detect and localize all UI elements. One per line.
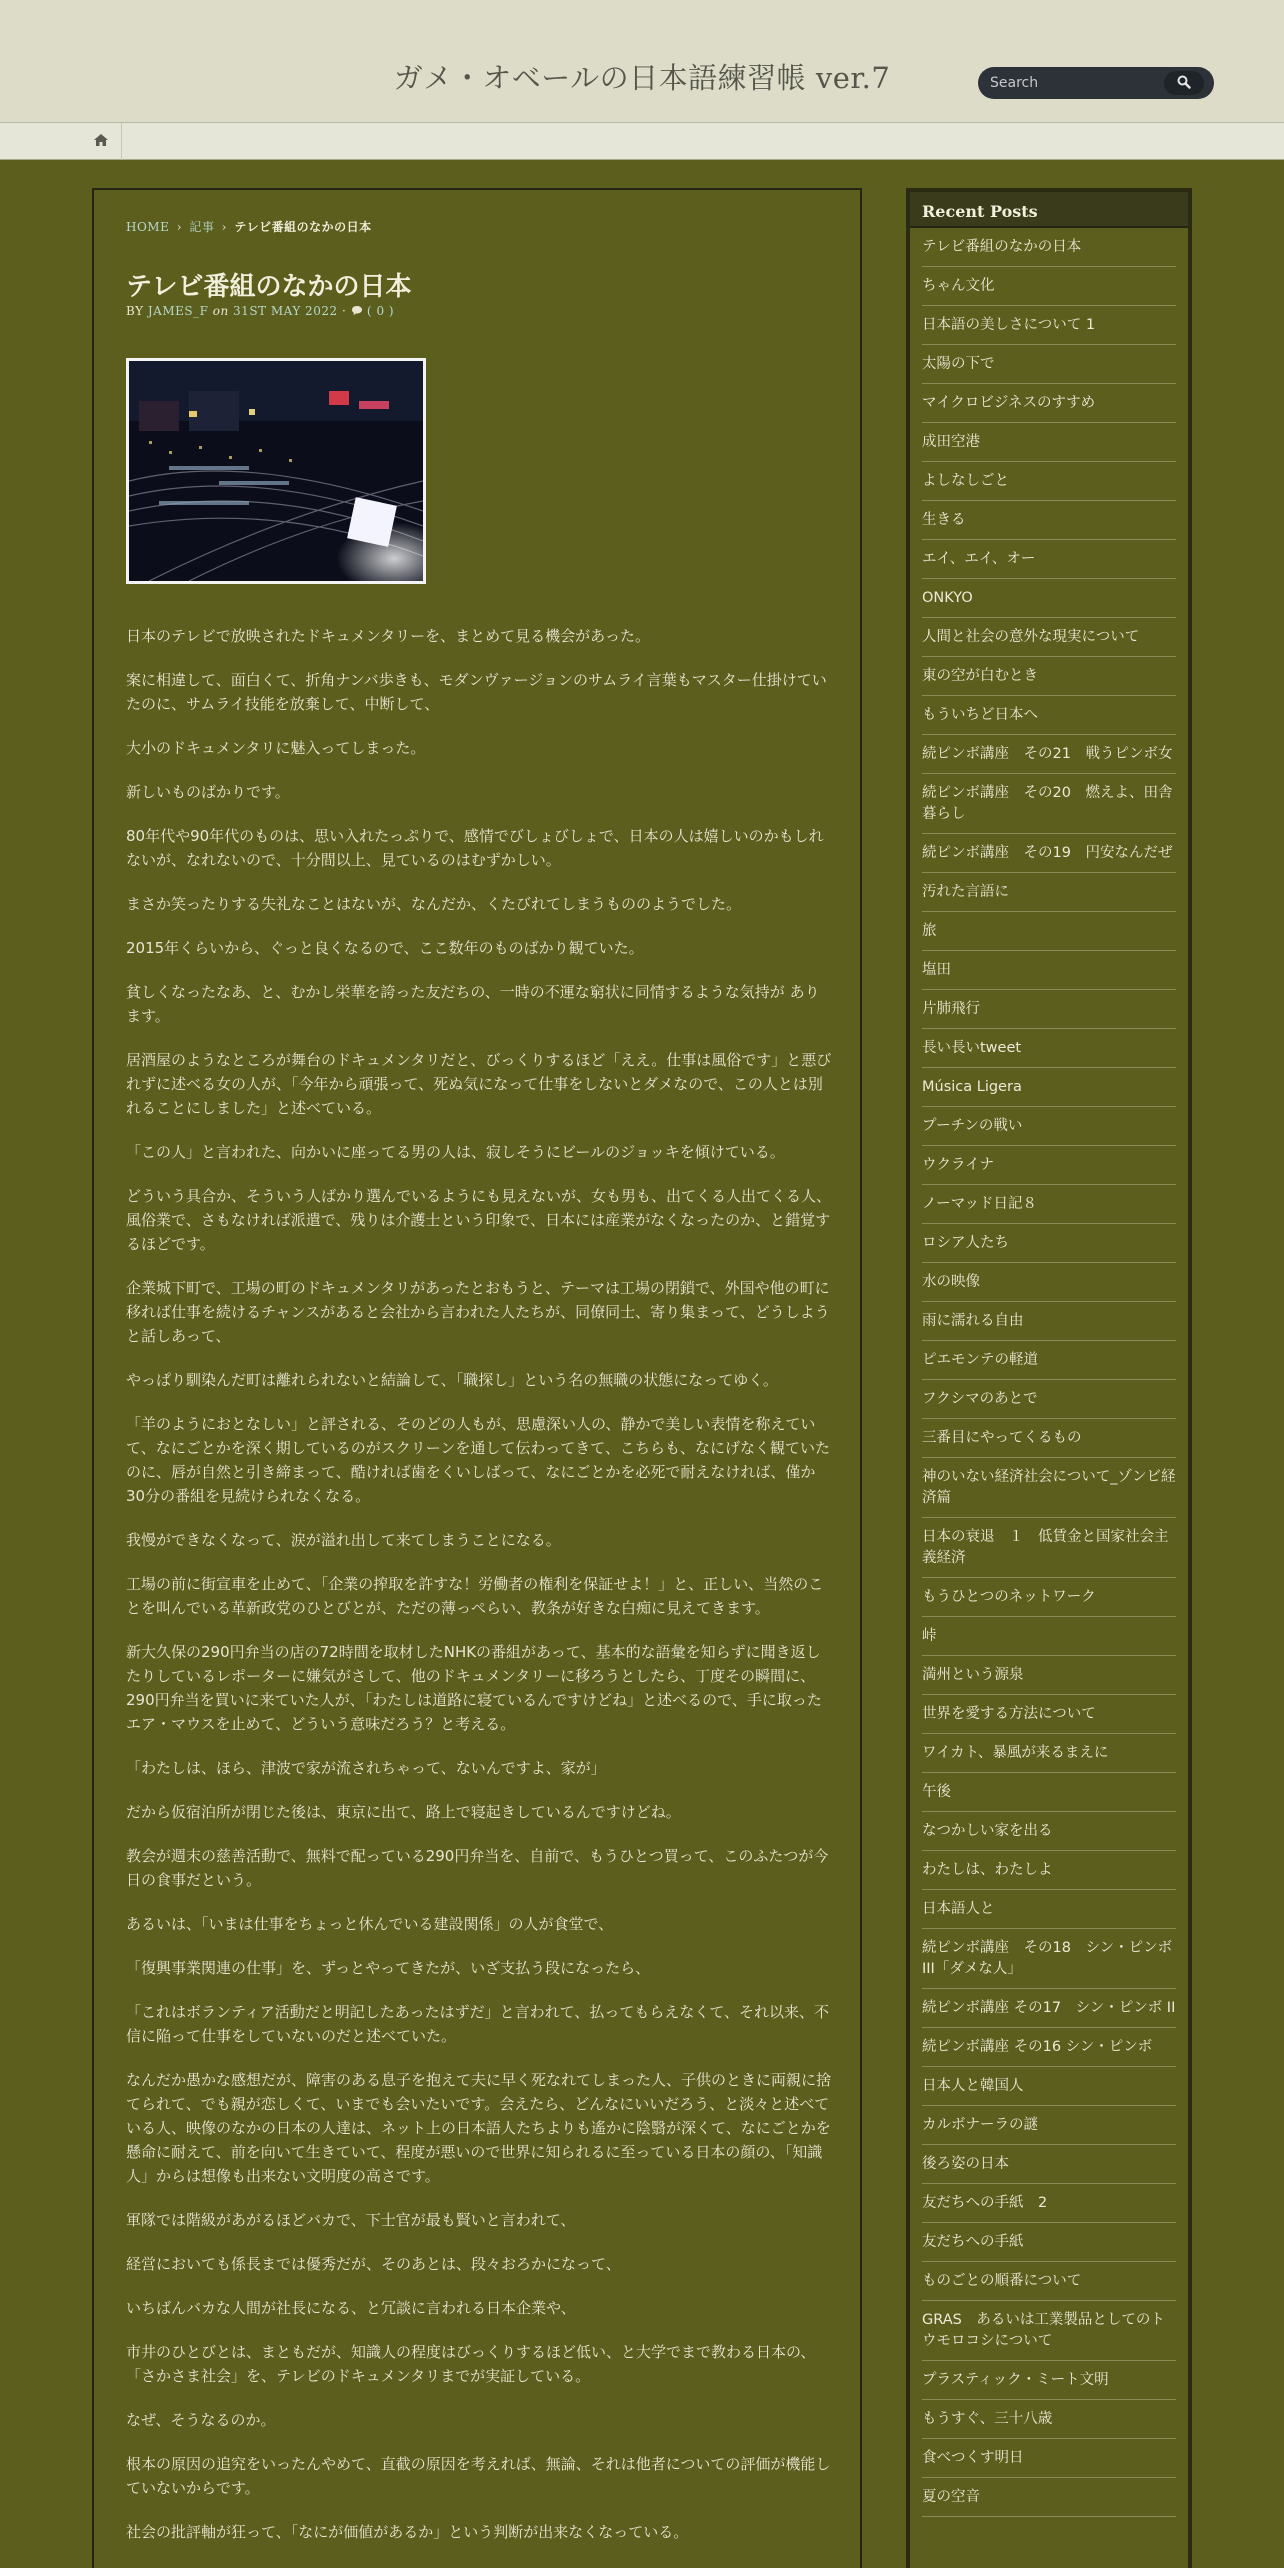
- post-paragraph: 根本の原因の追究をいったんやめて、直截の原因を考えれば、無論、それは他者についての評価が機能していないからです。: [126, 2455, 831, 2497]
- post-paragraph: 新大久保の290円弁当の店の72時間を取材したNHKの番組があって、基本的な語彙を知らずに聞き返したりしているレポーターに嫌気がさして、他のドキュメンタリーに移ろうとしたら、丁度その瞬間に、290円弁当を買いに来ていた人が、「わたしは道路に寝ているんですけどね」と述べるので、手に取ったエア・マウスを止めて、どういう意味だろう？と考える。: [126, 1643, 822, 1733]
- post-paragraph: 案に相違して、面白くて、折角ナンバ歩きも、モダンヴァージョンのサムライ言葉もマスター仕掛けていたのに、サムライ技能を放棄して、中断して、: [126, 671, 827, 713]
- recent-post-link[interactable]: 続ピンボ講座 その21 戦うピンボ女: [922, 735, 1176, 774]
- search-icon: [1177, 74, 1191, 93]
- meta-separator: ·: [341, 304, 347, 318]
- recent-post-link[interactable]: 続ピンボ講座 その19 円安なんだぜ: [922, 834, 1176, 873]
- recent-post-link[interactable]: 世界を愛する方法について: [922, 1695, 1176, 1734]
- main-nav: [0, 122, 1284, 160]
- search-input[interactable]: [990, 73, 1170, 93]
- recent-post-link[interactable]: 友だちへの手紙: [922, 2223, 1176, 2262]
- post-paragraph: 我慢ができなくなって、涙が溢れ出して来てしまうことになる。: [126, 1531, 561, 1549]
- post-meta: [126, 304, 394, 318]
- recent-post-link[interactable]: もうすぐ、三十八歳: [922, 2400, 1176, 2439]
- recent-posts-list: [910, 228, 1188, 2517]
- post-paragraph: なんだか愚かな感想だが、障害のある息子を抱えて夫に早く死なれてしまった人、子供のときに両親に捨てられて、でも親が恋しくて、いまでも会いたいです。会えたら、どんなにいいだろう、と淡々と述べている人、映像のなかの日本の人達は、ネット上の日本語人たちよりも遙かに陰翳が深くて、なにごとかを懸命に耐えて、前を向いて生きていて、程度が悪いので世界に知られるに至っている日本の顔の、「知識人」からは想像も出来ない文明度の高さです。: [126, 2071, 832, 2185]
- post-paragraph: どういう具合か、そういう人ばかり選んでいるようにも見えないが、女も男も、出てくる人出てくる人、風俗業で、さもなければ派遣で、残りは介護士という印象で、日本には産業がなくなったのか、と錯覚するほどです。: [126, 1187, 832, 1253]
- recent-post-link[interactable]: 続ピンボ講座 その18 シン・ピンボ III「ダメな人」: [922, 1929, 1176, 1989]
- post-paragraph: 企業城下町で、工場の町のドキュメンタリがあったとおもうと、テーマは工場の閉鎖で、外国や他の町に移れば仕事を続けるチャンスがあると会社から言われた人たちが、同僚同士、寄り集まって、どうしようと話しあって、: [126, 1279, 830, 1345]
- recent-post-link[interactable]: 夏の空音: [922, 2478, 1176, 2517]
- post-paragraph: いちばんバカな人間が社長になる、と冗談に言われる日本企業や、: [126, 2299, 576, 2317]
- breadcrumb-home-link[interactable]: HOME: [126, 220, 170, 234]
- recent-post-link[interactable]: 満州という源泉: [922, 1656, 1176, 1695]
- recent-post-link[interactable]: 汚れた言語に: [922, 873, 1176, 912]
- recent-post-link[interactable]: Música Ligera: [922, 1068, 1176, 1107]
- site-header: [0, 0, 1284, 122]
- breadcrumb-current: テレビ番組のなかの日本: [234, 220, 372, 234]
- recent-post-link[interactable]: 日本語の美しさについて 1: [922, 306, 1176, 345]
- post-paragraph: 貧しくなったなあ、と、むかし栄華を誇った友だちの、一時の不運な窮状に同情するような気持が あります。: [126, 983, 820, 1025]
- post-body: [126, 624, 832, 2564]
- recent-post-link[interactable]: ワイカト、暴風が来るまえに: [922, 1734, 1176, 1773]
- post-paragraph: 居酒屋のようなところが舞台のドキュメンタリだと、びっくりするほど「ええ。仕事は風俗です」と悪びれずに述べる女の人が、「今年から頑張って、死ぬ気になって仕事をしないとダメなので、この人とは別れることにしました」と述べている。: [126, 1051, 832, 1117]
- recent-post-link[interactable]: ロシア人たち: [922, 1224, 1176, 1263]
- recent-post-link[interactable]: 友だちへの手紙 2: [922, 2184, 1176, 2223]
- recent-post-link[interactable]: フクシマのあとで: [922, 1380, 1176, 1419]
- recent-post-link[interactable]: 長い長いtweet: [922, 1029, 1176, 1068]
- post-paragraph: まさか笑ったりする失礼なことはないが、なんだか、くたびれてしまうもののようでした。: [126, 895, 742, 913]
- recent-post-link[interactable]: よしなしごと: [922, 462, 1176, 501]
- post-paragraph: 「わたしは、ほら、津波で家が流されちゃって、ないんですよ、家が」: [126, 1759, 606, 1777]
- home-icon: [93, 132, 109, 151]
- recent-post-link[interactable]: なつかしい家を出る: [922, 1812, 1176, 1851]
- author-link[interactable]: JAMES_F: [147, 304, 209, 318]
- recent-post-link[interactable]: 続ピンボ講座 その20 燃えよ、田舎暮らし: [922, 774, 1176, 834]
- sidebar: [906, 188, 1192, 2568]
- recent-post-link[interactable]: もういちど日本へ: [922, 696, 1176, 735]
- recent-post-link[interactable]: 食べつくす明日: [922, 2439, 1176, 2478]
- post-paragraph: 市井のひとびとは、まともだが、知識人の程度はびっくりするほど低い、と大学でまで教わる日本の、「さかさま社会」を、テレビのドキュメンタリまでが実証している。: [126, 2343, 816, 2385]
- recent-post-link[interactable]: 太陽の下で: [922, 345, 1176, 384]
- recent-post-link[interactable]: 片肺飛行: [922, 990, 1176, 1029]
- search-box: [978, 67, 1214, 99]
- breadcrumb-category-link[interactable]: 記事: [189, 220, 215, 234]
- recent-post-link[interactable]: わたしは、わたしよ: [922, 1851, 1176, 1890]
- recent-post-link[interactable]: ノーマッド日記８: [922, 1185, 1176, 1224]
- post-paragraph: 教会が週末の慈善活動で、無料で配っている290円弁当を、自前で、もうひとつ買って、このふたつが今日の食事だという。: [126, 1847, 829, 1889]
- post-paragraph: 軍隊では階級があがるほどバカで、下士官が最も賢いと言われて、: [126, 2211, 576, 2229]
- post-paragraph: 2015年くらいから、ぐっと良くなるので、ここ数年のものばかり観ていた。: [126, 939, 644, 957]
- site-title[interactable]: ガメ・オベールの日本語練習帳 ver.7: [393, 61, 891, 95]
- post-paragraph: 工場の前に街宣車を止めて、「企業の搾取を許すな！労働者の権利を保証せよ！」と、正しい、当然のことを叫んでいる革新政党のひとびとが、ただの薄っぺらい、教条が好きな白痴に見えてきます。: [126, 1575, 824, 1617]
- recent-post-link[interactable]: 日本の衰退 １ 低賃金と国家社会主義経済: [922, 1518, 1176, 1578]
- recent-post-link[interactable]: 続ピンボ講座 その16 シン・ピンボ: [922, 2028, 1176, 2067]
- post-paragraph: 「この人」と言われた、向かいに座ってる男の人は、寂しそうにビールのジョッキを傾けている。: [126, 1143, 785, 1161]
- recent-post-link[interactable]: 塩田: [922, 951, 1176, 990]
- recent-post-link[interactable]: ちゃん文化: [922, 267, 1176, 306]
- post-title: テレビ番組のなかの日本: [126, 272, 412, 302]
- recent-post-link[interactable]: GRAS あるいは工業製品としてのトウモロコシについて: [922, 2301, 1176, 2361]
- post-paragraph: 大小のドキュメンタリに魅入ってしまった。: [126, 739, 426, 757]
- comment-count-link[interactable]: ( 0 ): [366, 304, 395, 318]
- recent-post-link[interactable]: ONKYO: [922, 579, 1176, 618]
- post-paragraph: なぜ、そうなるのか。: [126, 2411, 276, 2429]
- breadcrumb: [126, 218, 372, 235]
- post-paragraph: やっぱり馴染んだ町は離れられないと結論して、「職探し」という名の無職の状態になってゆく。: [126, 1371, 778, 1389]
- recent-post-link[interactable]: 午後: [922, 1773, 1176, 1812]
- post-date[interactable]: 31ST MAY 2022: [233, 304, 338, 318]
- recent-post-link[interactable]: 東の空が白むとき: [922, 657, 1176, 696]
- post-paragraph: 社会の批評軸が狂って、「なにが価値があるか」という判断が出来なくなっている。: [126, 2523, 689, 2541]
- meta-by: BY: [126, 304, 144, 318]
- recent-posts-title: Recent Posts: [910, 192, 1188, 228]
- post-paragraph: あるいは、「いまは仕事をちょっと休んでいる建設関係」の人が食堂で、: [126, 1915, 614, 1933]
- recent-post-link[interactable]: 人間と社会の意外な現実について: [922, 618, 1176, 657]
- recent-post-link[interactable]: ものごとの順番について: [922, 2262, 1176, 2301]
- recent-post-link[interactable]: 雨に濡れる自由: [922, 1302, 1176, 1341]
- recent-post-link[interactable]: 続ピンボ講座 その17 シン・ピンボ II: [922, 1989, 1176, 2028]
- recent-post-link[interactable]: 生きる: [922, 501, 1176, 540]
- recent-post-link[interactable]: エイ、エイ、オー: [922, 540, 1176, 579]
- recent-post-link[interactable]: ウクライナ: [922, 1146, 1176, 1185]
- post-content-area: [92, 188, 862, 2568]
- recent-post-link[interactable]: 旅: [922, 912, 1176, 951]
- recent-post-link[interactable]: もうひとつのネットワーク: [922, 1578, 1176, 1617]
- recent-post-link[interactable]: 神のいない経済社会について_ゾンビ経済篇: [922, 1458, 1176, 1518]
- post-paragraph: 新しいものばかりです。: [126, 783, 290, 801]
- recent-post-link[interactable]: ピエモンテの軽道: [922, 1341, 1176, 1380]
- recent-post-link[interactable]: 水の映像: [922, 1263, 1176, 1302]
- comment-icon: [351, 304, 367, 318]
- recent-post-link[interactable]: 三番目にやってくるもの: [922, 1419, 1176, 1458]
- recent-post-link[interactable]: 日本語人と: [922, 1890, 1176, 1929]
- recent-post-link[interactable]: テレビ番組のなかの日本: [922, 228, 1176, 267]
- post-paragraph: 「復興事業関連の仕事」を、ずっとやってきたが、いざ支払う段になったら、: [126, 1959, 651, 1977]
- search-button[interactable]: [1164, 71, 1204, 95]
- recent-post-link[interactable]: 日本人と韓国人: [922, 2067, 1176, 2106]
- post-paragraph: 「羊のようにおとなしい」と評される、そのどの人もが、思慮深い人の、静かで美しい表情を称えていて、なにごとかを深く期しているのがスクリーンを通して伝わってきて、こちらも、なにげなく観ていたのに、唇が自然と引き締まって、酷ければ歯をくいしばって、なにごとかを必死で耐えなければ、僅か30分の番組を見続けられなくなる。: [126, 1415, 830, 1505]
- recent-post-link[interactable]: プラスティック・ミート文明: [922, 2361, 1176, 2400]
- meta-on: on: [212, 304, 229, 318]
- recent-post-link[interactable]: マイクロビジネスのすすめ: [922, 384, 1176, 423]
- post-paragraph: 「これはボランティア活動だと明記したあったはずだ」と言われて、払ってもらえなくて、それ以来、不信に陥って仕事をしていないのだと述べていた。: [126, 2003, 830, 2045]
- post-featured-image[interactable]: [126, 358, 426, 584]
- post-paragraph: 80年代や90年代のものは、思い入れたっぷりで、感情でびしょびしょで、日本の人は嬉しいのかもしれないが、なれないので、十分間以上、見ているのはむずかしい。: [126, 827, 824, 869]
- breadcrumb-separator: ›: [176, 220, 182, 234]
- recent-post-link[interactable]: 峠: [922, 1617, 1176, 1656]
- post-paragraph: 日本のテレビで放映されたドキュメンタリーを、まとめて見る機会があった。: [126, 627, 650, 645]
- post-paragraph: 経営においても係長までは優秀だが、そのあとは、段々おろかになって、: [126, 2255, 621, 2273]
- recent-post-link[interactable]: プーチンの戦い: [922, 1107, 1176, 1146]
- nav-home-button[interactable]: [80, 123, 122, 160]
- recent-post-link[interactable]: カルボナーラの謎: [922, 2106, 1176, 2145]
- post-paragraph: だから仮宿泊所が閉じた後は、東京に出て、路上で寝起きしているんですけどね。: [126, 1803, 681, 1821]
- recent-post-link[interactable]: 後ろ姿の日本: [922, 2145, 1176, 2184]
- breadcrumb-separator: ›: [221, 220, 227, 234]
- recent-post-link[interactable]: 成田空港: [922, 423, 1176, 462]
